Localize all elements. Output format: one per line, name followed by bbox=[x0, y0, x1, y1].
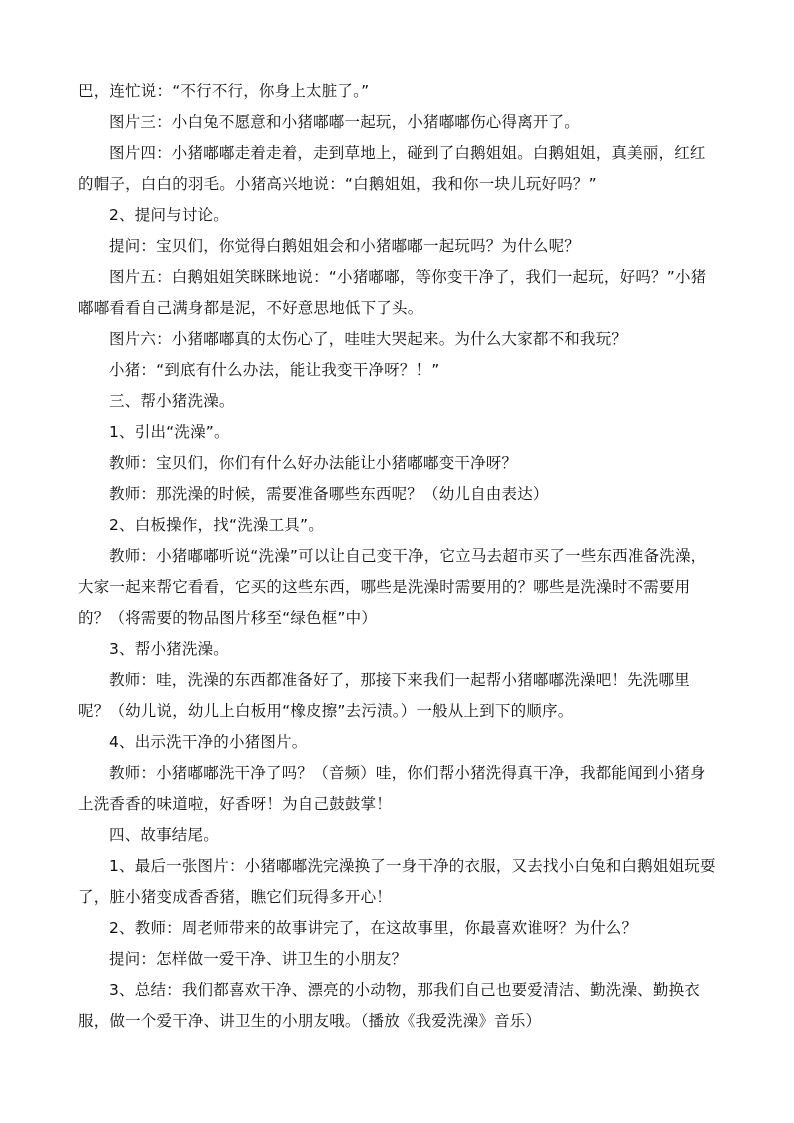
section-heading-story-ending: 四、故事结尾。 bbox=[109, 826, 219, 844]
paragraph-teacher-question-clean: 教师：宝贝们，你们有什么好办法能让小猪嘟嘟变干净呀？ bbox=[109, 454, 518, 472]
document-body bbox=[78, 76, 718, 1037]
paragraph-picture-four: 图片四：小猪嘟嘟走着走着，走到草地上，碰到了白鹅姐姐。白鹅姐姐，真美丽，红红的帽子，白白的羽毛。小猪高兴地说：“白鹅姐姐，我和你一块儿玩好吗？” bbox=[78, 144, 706, 193]
paragraph-piglet-line: 小猪：“到底有什么办法，能让我变干净呀？！” bbox=[109, 361, 440, 379]
section-heading-bath: 三、帮小猪洗澡。 bbox=[109, 392, 235, 410]
paragraph-picture-five: 图片五：白鹅姐姐笑眯眯地说：“小猪嘟嘟，等你变干净了，我们一起玩，好吗？”小猪嘟嘟看看自己满身都是泥，不好意思地低下了头。 bbox=[78, 268, 707, 317]
subsection-help-bath: 3、帮小猪洗澡。 bbox=[109, 640, 229, 658]
paragraph-last-picture: 1、最后一张图片：小猪嘟嘟洗完澡换了一身干净的衣服，又去找小白兔和白鹅姐姐玩耍了，脏小猪变成香香猪，瞧它们玩得多开心！ bbox=[78, 857, 716, 906]
paragraph-picture-three: 图片三：小白兔不愿意和小猪嘟嘟一起玩，小猪嘟嘟伤心得离开了。 bbox=[109, 113, 581, 131]
paragraph-summary: 3、总结：我们都喜欢干净、漂亮的小动物，那我们自己也要爱清洁、勤洗澡、勤换衣服，做一个爱干净、讲卫生的小朋友哦。（播放《我爱洗澡》音乐） bbox=[78, 981, 700, 1030]
paragraph-teacher-supermarket: 教师：小猪嘟嘟听说“洗澡”可以让自己变干净，它立马去超市买了一些东西准备洗澡，大家一起来帮它看看，它买的这些东西，哪些是洗澡时需要用的？哪些是洗澡时不需要用的？（将需要的物品图片移至“绿色框”中） bbox=[78, 547, 707, 627]
paragraph-continuation: 巴，连忙说：“不行不行，你身上太脏了。” bbox=[78, 82, 370, 100]
subsection-clean-piglet-picture: 4、出示洗干净的小猪图片。 bbox=[109, 733, 308, 751]
paragraph-teacher-favorite: 2、教师：周老师带来的故事讲完了，在这故事里，你最喜欢谁呀？为什么？ bbox=[109, 919, 638, 937]
subsection-whiteboard-tools: 2、白板操作，找“洗澡工具”。 bbox=[109, 516, 324, 534]
paragraph-picture-six: 图片六：小猪嘟嘟真的太伤心了，哇哇大哭起来。为什么大家都不和我玩？ bbox=[109, 330, 628, 348]
paragraph-question-hygiene: 提问：怎样做一爱干净、讲卫生的小朋友？ bbox=[109, 950, 408, 968]
subsection-introduce-bath: 1、引出“洗澡”。 bbox=[109, 423, 230, 441]
paragraph-teacher-question-items: 教师：那洗澡的时候，需要准备哪些东西呢？（幼儿自由表达） bbox=[109, 485, 549, 503]
paragraph-teacher-clean-check: 教师：小猪嘟嘟洗干净了吗？（音频）哇，你们帮小猪洗得真干净，我都能闻到小猪身上洗香香的味道啦，好香呀！为自己鼓鼓掌！ bbox=[78, 764, 706, 813]
section-question-discussion: 2、提问与讨论。 bbox=[109, 206, 229, 224]
paragraph-question-one: 提问：宝贝们，你觉得白鹅姐姐会和小猪嘟嘟一起玩吗？为什么呢？ bbox=[109, 237, 581, 255]
paragraph-teacher-wash-order: 教师：哇，洗澡的东西都准备好了，那接下来我们一起帮小猪嘟嘟洗澡吧！先洗哪里呢？（幼儿说，幼儿上白板用“橡皮擦”去污渍。）一般从上到下的顺序。 bbox=[78, 671, 690, 720]
